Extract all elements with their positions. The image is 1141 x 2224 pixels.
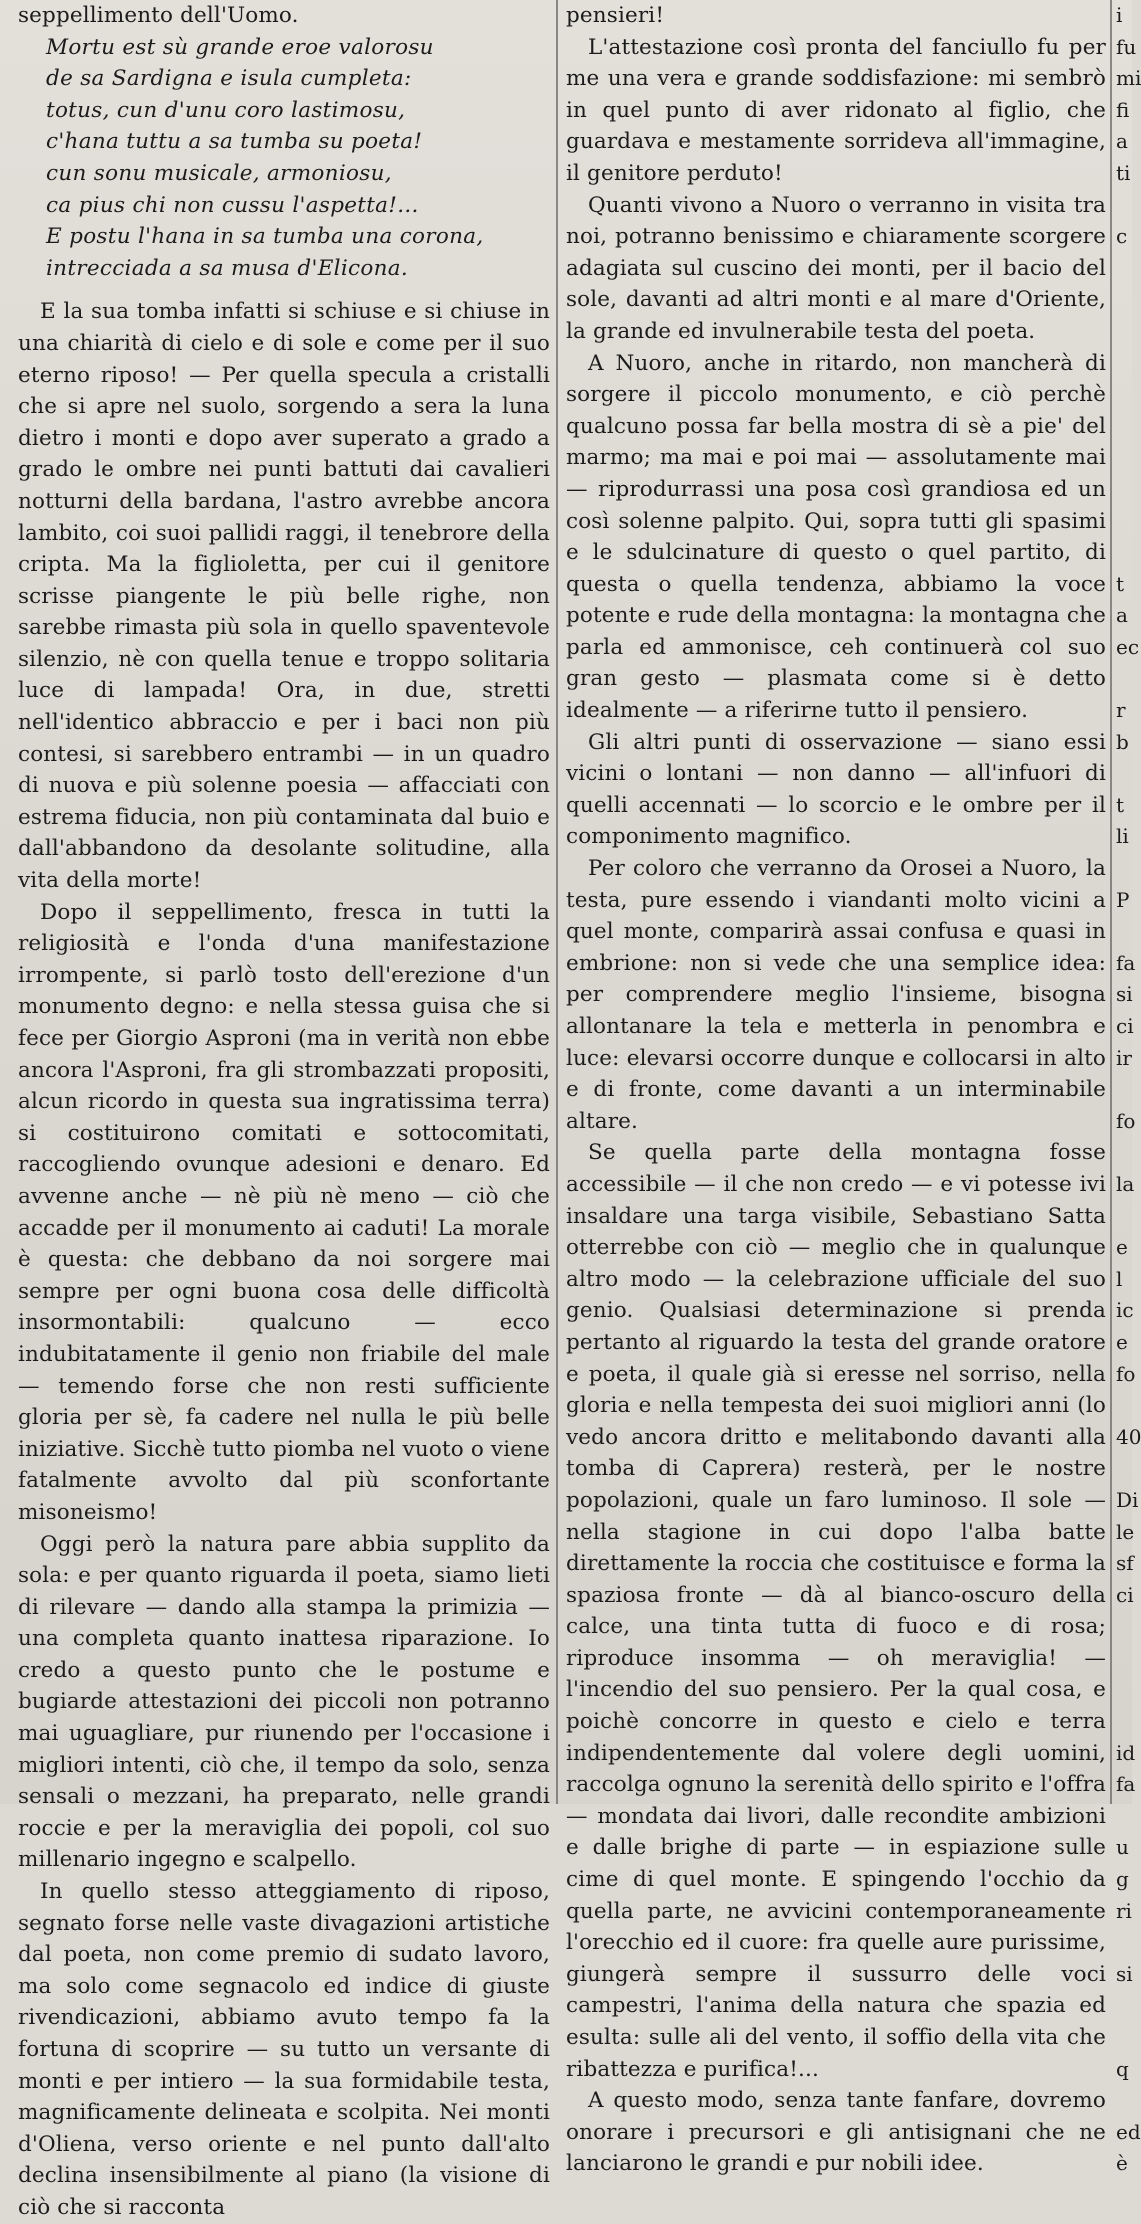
edge-fragment: c <box>1116 224 1128 249</box>
edge-fragment <box>1116 1201 1132 1233</box>
column-top-line: pensieri! <box>566 3 665 28</box>
edge-fragment <box>1116 506 1132 538</box>
edge-fragment <box>1116 2085 1132 2117</box>
edge-fragment: ti <box>1116 160 1131 185</box>
edge-fragment <box>1116 2022 1132 2054</box>
edge-fragment <box>1116 537 1132 569</box>
poem-line: c'hana tuttu a sa tumba su poeta! <box>46 129 423 155</box>
edge-fragment: t <box>1116 571 1125 596</box>
edge-fragment: fo <box>1116 1108 1136 1133</box>
edge-fragment <box>1116 442 1132 474</box>
edge-fragment <box>1116 1927 1132 1959</box>
paragraph: Dopo il seppellimento, fresca in tutti la religiosità e l'onda d'una manifestazione irrompente, si parlò tosto dell'erezione d'un monumento degno: e nella stessa guisa che si fece per Giorgio Asproni (ma in verità non ebbe ancora l'Asproni, fra gli strombazzati propositi, alcun ricordo in questa sua ingratissima terra) si costituirono comitati e sottocomitati, raccogliendo ovunque adesioni e denaro. Ed avvenne anche — nè più nè meno — ciò che accadde per il monumento ai caduti! La morale è questa: che debbano da noi sorgere mai sempre per ogni buona cosa delle difficoltà insormontabili: qualcuno — ecco indubitatamente il genio non friabile del male — temendo forse che non resti sufficiente gloria per sè, fa cadere nel nulla le più belle iniziative. Sicchè tutto piomba nel vuoto o viene fatalmente avvolto dal più sconfortante misoneismo! <box>18 899 550 1525</box>
edge-fragment: e <box>1116 1329 1128 1354</box>
edge-fragment: ed <box>1116 2119 1141 2144</box>
edge-fragment: id <box>1116 1740 1136 1765</box>
edge-fragment: sf <box>1116 1551 1134 1576</box>
edge-fragment: fu <box>1116 34 1137 59</box>
edge-fragment: a <box>1116 129 1128 154</box>
edge-fragment <box>1116 474 1132 506</box>
edge-fragment: ri <box>1116 1898 1132 1923</box>
edge-fragment: fi <box>1116 97 1130 122</box>
edge-fragment: a <box>1116 603 1128 628</box>
paragraph: In quello stesso atteggiamento di riposo, segnato forse nelle vaste divagazioni artistiche dal poeta, non come premio di sudato lavoro, ma solo come segnacolo ed indice di giuste rivendicazioni, abbiamo avuto tempo fa la fortuna di scoprire — su tutto un versante di monti e per intiero — la sua formidabile testa, magnificamente delineata e scolpita. Nei monti d'Oliena, verso oriente e nel punto dall'alto declina insensibilmente al piano (la visione di ciò che si racconta <box>18 1879 550 2220</box>
edge-fragment: e <box>1116 1235 1128 1260</box>
edge-fragment: r <box>1116 698 1126 723</box>
edge-fragment: ic <box>1116 1298 1134 1323</box>
edge-fragment <box>1116 253 1132 285</box>
edge-fragment <box>1116 663 1132 695</box>
edge-fragment <box>1116 284 1132 316</box>
paragraph: Per coloro che verranno da Orosei a Nuoro, la testa, pure essendo i viandanti molto vicini a quel monte, comparirà assai confusa e quasi in embrione: non si vede che una semplice idea: per comprendere meglio l'insieme, bisogna allontanare la tela e metterla in penombra e luce: elevarsi occorre dunque e collocarsi in alto e di fronte, come davanti a un interminabile altare. <box>566 856 1106 1134</box>
edge-fragment: i <box>1116 3 1123 27</box>
paragraph: Gli altri punti di osservazione — siano essi vicini o lontani — non danno — all'infuori di quelli accennati — lo scorcio e le ombre per il componimento magnifico. <box>566 729 1106 850</box>
edge-fragment: fo <box>1116 1361 1136 1386</box>
edge-fragment: b <box>1116 729 1129 754</box>
edge-fragment: le <box>1116 1519 1135 1544</box>
poem-line: ca pius chi non cussu l'aspetta!... <box>46 192 419 218</box>
edge-fragment: fa <box>1116 950 1136 975</box>
edge-fragment <box>1116 1706 1132 1738</box>
edge-fragment: q <box>1116 2056 1129 2081</box>
edge-fragment <box>1116 853 1132 885</box>
edge-fragment <box>1116 1611 1132 1643</box>
paragraph: Se quella parte della montagna fosse accessibile — il che non credo — e vi potesse ivi insaldare una targa visibile, Sebastiano Satta otterrebbe con ciò — meglio che in qualunque altro modo — la celebrazione ufficiale del suo genio. Qualsiasi determinazione si prenda pertanto al riguardo la testa del grande oratore e poeta, il quale già si eresse nel sorriso, nella gloria e nella tempesta dei suoi migliori anni (lo vedo ancora dritto e melitabondo davanti alla tomba di Caprera) resterà, per le nostre popolazioni, quale un faro luminoso. Il sole — nella stagione in cui dopo l'alba batte direttamente la roccia che costituisce e forma la spaziosa fronte — dà al bianco-oscuro della calce, una tinta tutta di fuoco e di rosa; riproduce insomma — oh meraviglia! — l'incendio del suo pensiero. Per la qual cosa, e poichè concorre in questo e cielo e terra indipendentemente dal volere degli uomini, raccolga ognuno la serenità dello spirito e l'offra — mondata dai livori, dalle recondite ambizioni e dalle brighe di parte — in espiazione sulle cime di quel monte. E spingendo l'occhio da quella parte, ne avvicini contemporaneamente l'orecchio ed il cuore: fra quelle aure purissime, giungerà sempre il sussurro delle voci campestri, l'anima della natura che spazia ed esulta: sulle ali del vento, il soffio della vita che ribattezza e purifica!... <box>566 1140 1106 2082</box>
paragraph: E la sua tomba infatti si schiuse e si chiuse in una chiarità di cielo e di sole e come per il suo eterno riposo! — Per quella specula a cristalli che si apre nel suolo, sorgendo a sera la luna dietro i monti e dopo aver superato a grado a grado le ombre nei punti battuti dai cavalieri notturni della bardana, l'astro avrebbe ancora lambito, coi suoi pallidi raggi, il tenebrore della cripta. Ma la figlioletta, per cui il genitore scrisse piangente le più belle righe, non sarebbe rimasta più sola in quello spaventevole silenzio, nè con quella tenue e troppo solitaria luce di lampada! Ora, in due, stretti nell'identico abbraccio e per i baci non più contesi, si sarebbero entrambi — in un quadro di nuova e più solenne poesia — affacciati con estrema fiducia, non più contaminata dal buio e dall'abbandono da desolante solitudine, alla vita della morte! <box>18 299 550 894</box>
edge-fragment: P <box>1116 887 1130 912</box>
poem-line: cun sonu musicale, armoniosu, <box>46 160 392 186</box>
edge-fragment: g <box>1116 1867 1129 1892</box>
edge-fragment <box>1116 1643 1132 1675</box>
edge-fragment: ir <box>1116 1045 1132 1070</box>
poem-line: Mortu est sù grande eroe valorosu <box>46 34 434 60</box>
poem-line: totus, cun d'unu coro lastimosu, <box>46 97 406 123</box>
column-right <box>566 0 1106 2177</box>
edge-fragment: ec <box>1116 634 1140 659</box>
poem-line: de sa Sardigna e isula cumpleta: <box>46 66 412 92</box>
edge-fragment: li <box>1116 824 1129 849</box>
edge-fragment <box>1116 1674 1132 1706</box>
column-edge-fragments <box>1116 0 1141 2176</box>
edge-fragment: Di <box>1116 1487 1139 1512</box>
column-left <box>18 0 550 2220</box>
column-top-line: seppellimento dell'Uomo. <box>18 3 299 28</box>
edge-fragment: l <box>1116 1266 1123 1291</box>
edge-fragment <box>1116 316 1132 348</box>
edge-fragment: 40 <box>1116 1424 1141 1449</box>
poem-line: E postu l'hana in sa tumba una corona, <box>46 224 484 250</box>
edge-fragment: t <box>1116 792 1125 817</box>
edge-fragment <box>1116 411 1132 443</box>
edge-fragment: si <box>1116 1961 1133 1986</box>
poem-stanza <box>18 32 550 297</box>
edge-fragment: si <box>1116 982 1133 1007</box>
edge-fragment <box>1116 916 1132 948</box>
column-rule-right <box>1110 0 1112 1804</box>
column-rule-left <box>556 0 558 1804</box>
paragraph: A Nuoro, anche in ritardo, non mancherà di sorgere il piccolo monumento, e ciò perchè qualcuno possa far bella mostra di sè a pie' del marmo; ma mai e poi mai — assolutamente mai — riprodurrassi una posa così grandiosa ed un così solenne palpito. Qui, sopra tutti gli spasimi e le sdulcinature di questo o quel partito, di questa o quella tendenza, abbiamo la voce potente e rude della montagna: la montagna che parla ed ammonisce, ceh continuerà col suo gran gesto — plasmata come si è detto idealmente — a riferirne tutto il pensiero. <box>566 350 1106 724</box>
edge-fragment <box>1116 348 1132 380</box>
paragraph: L'attestazione così pronta del fanciullo fu per me una vera e grande soddisfazione: mi sembrò in quel punto di aver ridonato al figlio, che guardava e mestamente sorrideva all'immagine, il genitore perduto! <box>566 34 1106 186</box>
paragraph: Oggi però la natura pare abbia supplito da sola: e per quanto riguarda il poeta, siamo lieti di rilevare — dando alla stampa la primizia — una completa quanto inattesa riparazione. Io credo a questo punto che le postume e bugiarde attestazioni dei piccoli non potranno mai uguagliare, pur riunendo per l'occasione i migliori intenti, ciò che, il tempo da solo, senza sensali o mezzani, ha preparato, nelle grandi roccie e per la meraviglia dei popoli, col suo millenario ingegno e scalpello. <box>18 1531 550 1873</box>
edge-fragment <box>1116 1801 1132 1833</box>
edge-fragment <box>1116 1990 1132 2022</box>
poem-line: intrecciada a sa musa d'Elicona. <box>46 255 409 281</box>
paragraph: A questo modo, senza tante fanfare, dovremo onorare i precursori e gli antisignani che ne lanciarono le grandi e pur nobili idee. <box>566 2088 1106 2177</box>
edge-fragment <box>1116 758 1132 790</box>
paragraph: Quanti vivono a Nuoro o verranno in visita tra noi, potranno benissimo e chiaramente scorgere adagiata sul cuscino dei monti, per il bacio del sole, davanti ad altri monti e al mare d'Oriente, la grande ed invulnerabile testa del poeta. <box>566 192 1106 344</box>
edge-fragment: ci <box>1116 1014 1134 1038</box>
edge-fragment <box>1116 1390 1132 1422</box>
edge-fragment <box>1116 190 1132 222</box>
edge-fragment <box>1116 1453 1132 1485</box>
edge-fragment: fa <box>1116 1772 1136 1797</box>
edge-fragment: la <box>1116 1171 1135 1196</box>
edge-fragment: u <box>1116 1835 1129 1860</box>
edge-fragment: ci <box>1116 1582 1134 1607</box>
edge-fragment: è <box>1116 2151 1128 2176</box>
edge-fragment: mi <box>1116 66 1141 91</box>
edge-fragment <box>1116 1074 1132 1106</box>
edge-fragment <box>1116 1137 1132 1169</box>
edge-fragment <box>1116 379 1132 411</box>
